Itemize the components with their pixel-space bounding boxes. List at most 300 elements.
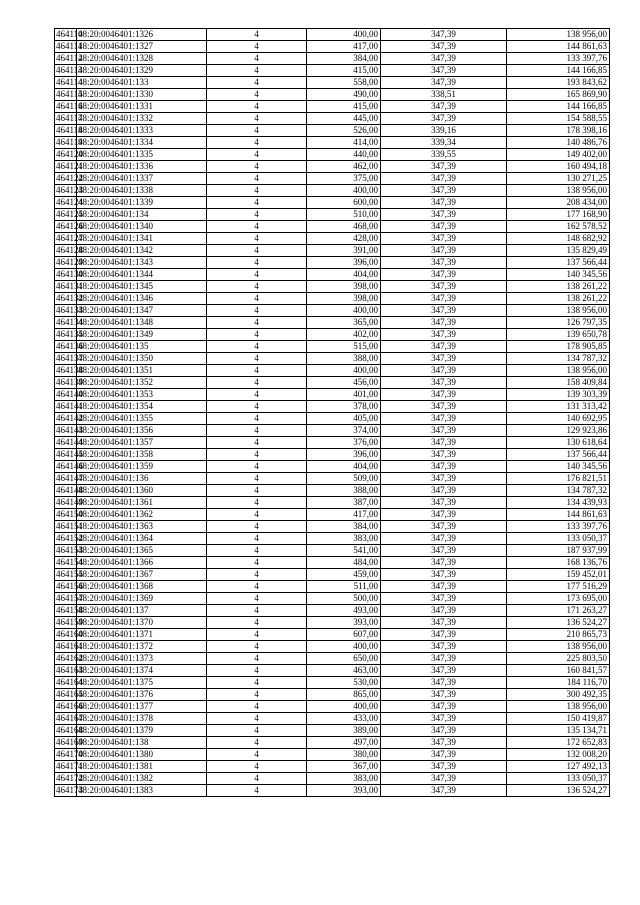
area-cell: 509,00 [307,473,381,485]
category-cell: 4 [207,149,307,161]
area-cell: 530,00 [307,677,381,689]
area-cell: 400,00 [307,701,381,713]
table-row [55,605,610,617]
row-number-cell: 464159 [56,617,83,627]
cadastral-value-cell: 184 116,70 [507,677,610,689]
row-number-cell: 464138 [56,365,83,375]
rate-cell: 347,39 [381,785,507,797]
category-cell: 4 [207,113,307,125]
area-cell: 417,00 [307,509,381,521]
cadastral-number-cell: 48:20:0046401:1360 [77,485,207,497]
category-cell: 4 [207,485,307,497]
category-cell: 4 [207,557,307,569]
table-row [55,77,610,89]
category-cell: 4 [207,425,307,437]
area-cell: 387,00 [307,497,381,509]
cadastral-value-cell: 178 905,85 [507,341,610,353]
table-row [55,245,610,257]
row-number-cell: 464116 [56,101,83,111]
area-cell: 415,00 [307,101,381,113]
rate-cell: 347,39 [381,617,507,629]
cadastral-number-cell: 48:20:0046401:1328 [77,53,207,65]
cadastral-number-cell: 48:20:0046401:1364 [77,533,207,545]
cadastral-value-cell: 193 843,62 [507,77,610,89]
area-cell: 511,00 [307,581,381,593]
table-row [55,281,610,293]
category-cell: 4 [207,377,307,389]
cadastral-number-cell: 48:20:0046401:1332 [77,113,207,125]
table-row [55,41,610,53]
cadastral-value-cell: 150 419,87 [507,713,610,725]
area-cell: 493,00 [307,605,381,617]
cadastral-number-cell: 48:20:0046401:1354 [77,401,207,413]
row-number-cell: 464141 [56,401,83,411]
cadastral-number-cell: 48:20:0046401:1337 [77,173,207,185]
row-number-cell: 464157 [56,593,83,603]
category-cell: 4 [207,761,307,773]
cadastral-value-cell: 165 869,90 [507,89,610,101]
category-cell: 4 [207,269,307,281]
rate-cell: 347,39 [381,353,507,365]
cadastral-value-cell: 168 136,76 [507,557,610,569]
row-number-cell: 464171 [56,761,83,771]
rate-cell: 347,39 [381,677,507,689]
category-cell: 4 [207,617,307,629]
cadastral-value-cell: 138 956,00 [507,641,610,653]
area-cell: 398,00 [307,281,381,293]
row-number-cell: 464154 [56,557,83,567]
row-number-cell: 464166 [56,701,83,711]
category-cell: 4 [207,737,307,749]
area-cell: 400,00 [307,185,381,197]
area-cell: 600,00 [307,197,381,209]
cadastral-number-cell: 48:20:0046401:1359 [77,461,207,473]
cadastral-number-cell: 48:20:0046401:1339 [77,197,207,209]
cadastral-number-cell: 48:20:0046401:1382 [77,773,207,785]
category-cell: 4 [207,353,307,365]
table-row [55,749,610,761]
row-number-cell: 464120 [56,149,83,159]
rate-cell: 347,39 [381,605,507,617]
row-number-cell: 464164 [56,677,83,687]
category-cell: 4 [207,41,307,53]
row-number-cell: 464136 [56,341,83,351]
row-number-cell: 464163 [56,665,83,675]
cadastral-value-cell: 144 861,63 [507,41,610,53]
table-row [55,329,610,341]
category-cell: 4 [207,245,307,257]
category-cell: 4 [207,605,307,617]
row-number-cell: 464115 [56,89,83,99]
cadastral-number-cell: 48:20:0046401:1350 [77,353,207,365]
cadastral-value-cell: 159 452,01 [507,569,610,581]
table-row [55,65,610,77]
rate-cell: 347,39 [381,161,507,173]
category-cell: 4 [207,545,307,557]
cadastral-value-cell: 140 345,56 [507,461,610,473]
cadastral-number-cell: 48:20:0046401:1368 [77,581,207,593]
row-number-cell: 464118 [56,125,83,135]
category-cell: 4 [207,365,307,377]
rate-cell: 347,39 [381,545,507,557]
table-row [55,113,610,125]
cadastral-value-cell: 140 345,56 [507,269,610,281]
rate-cell: 347,39 [381,473,507,485]
table-row [55,173,610,185]
cadastral-value-cell: 187 937,99 [507,545,610,557]
rate-cell: 347,39 [381,749,507,761]
table-row [55,365,610,377]
table-row [55,509,610,521]
category-cell: 4 [207,725,307,737]
row-number-cell: 464145 [56,449,83,459]
row-number-cell: 464126 [56,221,83,231]
cadastral-value-cell: 135 134,71 [507,725,610,737]
row-number-cell: 464144 [56,437,83,447]
category-cell: 4 [207,689,307,701]
cadastral-value-cell: 171 263,27 [507,605,610,617]
cadastral-number-cell: 48:20:0046401:138 [77,737,207,749]
area-cell: 440,00 [307,149,381,161]
area-cell: 433,00 [307,713,381,725]
table-row [55,473,610,485]
cadastral-value-cell: 176 821,51 [507,473,610,485]
table-row [55,377,610,389]
row-number-cell: 464125 [56,209,83,219]
rate-cell: 347,39 [381,65,507,77]
area-cell: 541,00 [307,545,381,557]
table-row [55,353,610,365]
table-row [55,701,610,713]
rate-cell: 339,34 [381,137,507,149]
row-number-cell: 464153 [56,545,83,555]
cadastral-number-cell: 48:20:0046401:1326 [77,29,207,41]
area-cell: 558,00 [307,77,381,89]
area-cell: 456,00 [307,377,381,389]
cadastral-number-cell: 48:20:0046401:1342 [77,245,207,257]
area-cell: 400,00 [307,641,381,653]
cadastral-number-cell: 48:20:0046401:1349 [77,329,207,341]
cadastral-number-cell: 48:20:0046401:1351 [77,365,207,377]
table-row [55,581,610,593]
table-row [55,617,610,629]
table-row [55,557,610,569]
rate-cell: 347,39 [381,269,507,281]
category-cell: 4 [207,701,307,713]
row-number-cell: 464173 [56,785,83,795]
category-cell: 4 [207,137,307,149]
row-number-cell: 464168 [56,725,83,735]
table-row [55,233,610,245]
table-row [55,665,610,677]
cadastral-number-cell: 48:20:0046401:1379 [77,725,207,737]
table-row [55,629,610,641]
cadastral-value-cell: 131 313,42 [507,401,610,413]
row-number-cell: 464121 [56,161,83,171]
rate-cell: 347,39 [381,101,507,113]
cadastral-number-cell: 48:20:0046401:134 [77,209,207,221]
table-row [55,689,610,701]
cadastral-value-cell: 139 303,39 [507,389,610,401]
area-cell: 384,00 [307,521,381,533]
cadastral-number-cell: 48:20:0046401:137 [77,605,207,617]
row-number-cell: 464161 [56,641,83,651]
rate-cell: 347,39 [381,221,507,233]
category-cell: 4 [207,569,307,581]
cadastral-number-cell: 48:20:0046401:1327 [77,41,207,53]
category-cell: 4 [207,305,307,317]
cadastral-number-cell: 48:20:0046401:1375 [77,677,207,689]
rate-cell: 347,39 [381,509,507,521]
table-row [55,593,610,605]
cadastral-value-cell: 144 166,85 [507,101,610,113]
cadastral-value-cell: 133 050,37 [507,533,610,545]
category-cell: 4 [207,161,307,173]
cadastral-number-cell: 48:20:0046401:1372 [77,641,207,653]
row-number-cell: 464172 [56,773,83,783]
area-cell: 865,00 [307,689,381,701]
area-cell: 374,00 [307,425,381,437]
rate-cell: 347,39 [381,257,507,269]
area-cell: 468,00 [307,221,381,233]
table-row [55,317,610,329]
rate-cell: 347,39 [381,113,507,125]
cadastral-value-cell: 162 578,52 [507,221,610,233]
area-cell: 510,00 [307,209,381,221]
table-row [55,125,610,137]
row-number-cell: 464137 [56,353,83,363]
category-cell: 4 [207,53,307,65]
category-cell: 4 [207,437,307,449]
category-cell: 4 [207,341,307,353]
row-number-cell: 464146 [56,461,83,471]
area-cell: 378,00 [307,401,381,413]
cadastral-value-cell: 130 271,25 [507,173,610,185]
table-row [55,413,610,425]
rate-cell: 347,39 [381,185,507,197]
table-row [55,533,610,545]
category-cell: 4 [207,173,307,185]
rate-cell: 347,39 [381,41,507,53]
category-cell: 4 [207,749,307,761]
rate-cell: 347,39 [381,341,507,353]
area-cell: 607,00 [307,629,381,641]
rate-cell: 347,39 [381,293,507,305]
cadastral-number-cell: 48:20:0046401:1363 [77,521,207,533]
cadastral-value-cell: 300 492,35 [507,689,610,701]
cadastral-value-cell: 138 956,00 [507,305,610,317]
table-row [55,161,610,173]
table-row [55,521,610,533]
rate-cell: 347,39 [381,173,507,185]
rate-cell: 347,39 [381,281,507,293]
rate-cell: 347,39 [381,641,507,653]
category-cell: 4 [207,209,307,221]
table-row [55,305,610,317]
rate-cell: 347,39 [381,737,507,749]
cadastral-value-cell: 133 397,76 [507,53,610,65]
table-row [55,641,610,653]
row-number-cell: 464147 [56,473,83,483]
cadastral-value-cell: 177 168,90 [507,209,610,221]
cadastral-value-cell: 138 956,00 [507,29,610,41]
row-number-cell: 464167 [56,713,83,723]
cadastral-number-cell: 48:20:0046401:135 [77,341,207,353]
table-row [55,761,610,773]
rate-cell: 347,39 [381,533,507,545]
cadastral-value-cell: 160 494,18 [507,161,610,173]
table-row [55,257,610,269]
table-row [55,293,610,305]
cadastral-number-cell: 48:20:0046401:1362 [77,509,207,521]
cadastral-number-cell: 48:20:0046401:1378 [77,713,207,725]
cadastral-value-cell: 208 434,00 [507,197,610,209]
area-cell: 497,00 [307,737,381,749]
area-cell: 405,00 [307,413,381,425]
cadastral-number-cell: 48:20:0046401:1377 [77,701,207,713]
row-number-cell: 464140 [56,389,83,399]
cadastral-value-cell: 140 486,76 [507,137,610,149]
cadastral-value-cell: 172 652,83 [507,737,610,749]
row-number-cell: 464131 [56,281,83,291]
area-cell: 404,00 [307,461,381,473]
rate-cell: 347,39 [381,497,507,509]
area-cell: 402,00 [307,329,381,341]
area-cell: 404,00 [307,269,381,281]
cadastral-number-cell: 48:20:0046401:1366 [77,557,207,569]
cadastral-number-cell: 48:20:0046401:133 [77,77,207,89]
table-row [55,341,610,353]
area-cell: 396,00 [307,257,381,269]
row-number-cell: 464132 [56,293,83,303]
cadastral-number-cell: 48:20:0046401:1352 [77,377,207,389]
rate-cell: 347,39 [381,437,507,449]
area-cell: 515,00 [307,341,381,353]
area-cell: 391,00 [307,245,381,257]
rate-cell: 347,39 [381,425,507,437]
row-number-cell: 464112 [56,53,83,63]
cadastral-number-cell: 48:20:0046401:1371 [77,629,207,641]
table-row [55,677,610,689]
rate-cell: 347,39 [381,377,507,389]
rate-cell: 347,39 [381,209,507,221]
category-cell: 4 [207,221,307,233]
category-cell: 4 [207,389,307,401]
row-number-cell: 464113 [56,65,83,75]
rate-cell: 347,39 [381,461,507,473]
cadastral-value-cell: 173 695,00 [507,593,610,605]
table-row [55,401,610,413]
area-cell: 415,00 [307,65,381,77]
row-number-cell: 464124 [56,197,83,207]
row-number-cell: 464155 [56,569,83,579]
rate-cell: 347,39 [381,701,507,713]
category-cell: 4 [207,233,307,245]
area-cell: 398,00 [307,293,381,305]
table-row [55,773,610,785]
cadastral-number-cell: 48:20:0046401:1333 [77,125,207,137]
cadastral-value-cell: 158 409,84 [507,377,610,389]
category-cell: 4 [207,317,307,329]
cadastral-number-cell: 48:20:0046401:1335 [77,149,207,161]
category-cell: 4 [207,197,307,209]
row-number-cell: 464149 [56,497,83,507]
cadastral-number-cell: 48:20:0046401:1365 [77,545,207,557]
table-row [55,461,610,473]
cadastral-value-cell: 132 008,20 [507,749,610,761]
rate-cell: 347,39 [381,593,507,605]
cadastral-value-cell: 177 516,29 [507,581,610,593]
cadastral-value-cell: 148 682,92 [507,233,610,245]
category-cell: 4 [207,65,307,77]
table-row [55,497,610,509]
cadastral-value-cell: 134 787,32 [507,485,610,497]
category-cell: 4 [207,581,307,593]
cadastral-value-cell: 144 166,85 [507,65,610,77]
area-cell: 490,00 [307,89,381,101]
row-number-cell: 464135 [56,329,83,339]
table-row [55,569,610,581]
cadastral-value-cell: 139 650,78 [507,329,610,341]
category-cell: 4 [207,713,307,725]
area-cell: 650,00 [307,653,381,665]
cadastral-value-table [54,28,610,797]
table-row [55,485,610,497]
cadastral-number-cell: 48:20:0046401:1376 [77,689,207,701]
cadastral-number-cell: 48:20:0046401:1374 [77,665,207,677]
rate-cell: 347,39 [381,401,507,413]
area-cell: 396,00 [307,449,381,461]
area-cell: 388,00 [307,485,381,497]
category-cell: 4 [207,509,307,521]
rate-cell: 347,39 [381,485,507,497]
row-number-cell: 464169 [56,737,83,747]
area-cell: 401,00 [307,389,381,401]
row-number-cell: 464152 [56,533,83,543]
area-cell: 388,00 [307,353,381,365]
cadastral-value-cell: 129 923,86 [507,425,610,437]
category-cell: 4 [207,521,307,533]
area-cell: 383,00 [307,533,381,545]
cadastral-number-cell: 48:20:0046401:1367 [77,569,207,581]
table-row [55,197,610,209]
cadastral-value-cell: 127 492,13 [507,761,610,773]
area-cell: 462,00 [307,161,381,173]
rate-cell: 347,39 [381,713,507,725]
table-row [55,29,610,41]
area-cell: 463,00 [307,665,381,677]
table-row [55,725,610,737]
cadastral-number-cell: 48:20:0046401:1340 [77,221,207,233]
category-cell: 4 [207,677,307,689]
rate-cell: 347,39 [381,77,507,89]
table-row [55,545,610,557]
cadastral-number-cell: 48:20:0046401:1330 [77,89,207,101]
table-row [55,389,610,401]
row-number-cell: 464119 [56,137,83,147]
rate-cell: 347,39 [381,557,507,569]
category-cell: 4 [207,29,307,41]
cadastral-number-cell: 48:20:0046401:1345 [77,281,207,293]
area-cell: 384,00 [307,53,381,65]
cadastral-value-cell: 178 398,16 [507,125,610,137]
rate-cell: 347,39 [381,449,507,461]
category-cell: 4 [207,101,307,113]
table-row [55,785,610,797]
cadastral-value-cell: 136 524,27 [507,617,610,629]
table-row [55,653,610,665]
rate-cell: 347,39 [381,329,507,341]
